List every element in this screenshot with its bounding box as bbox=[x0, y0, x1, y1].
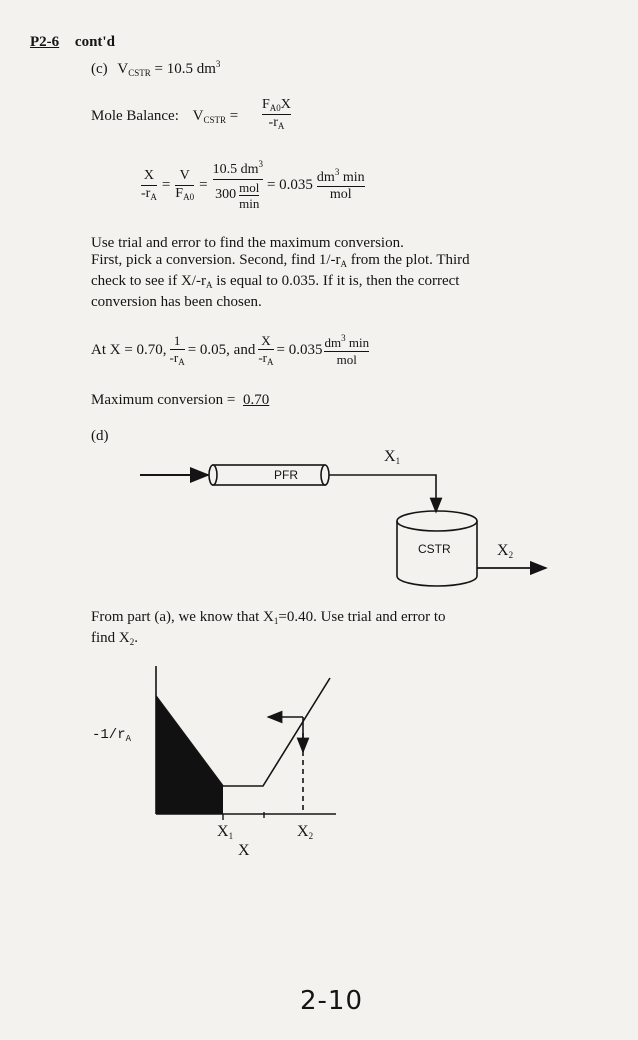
plot-x1-tick-label: $X_1$ bbox=[217, 823, 234, 841]
part-d-label: (d) bbox=[91, 428, 109, 444]
problem-number: P2-6 cont'd bbox=[30, 34, 115, 50]
given-volume: (c) $V_{CSTR} = 10.5$ $dm^3$ bbox=[91, 59, 221, 78]
plot-x-axis-label: X bbox=[238, 842, 250, 859]
pfr-shaded-area bbox=[156, 696, 223, 814]
plot-x2-tick-label: $X_2$ bbox=[297, 823, 314, 841]
mole-balance-label: Mole Balance: $V_{CSTR}$ = bbox=[91, 108, 239, 125]
mole-balance-fraction: $F_{A0}X$ $-r_A$ bbox=[262, 97, 291, 132]
stream-x2-label: $X_2$ bbox=[497, 542, 514, 560]
stream-x1-label: $X_1$ bbox=[384, 448, 401, 466]
page-number: 2-10 bbox=[300, 986, 364, 1016]
cstr-label: CSTR bbox=[418, 542, 451, 556]
instructions-paragraph: Use trial and error to find the maximum conversion. First, pick a conversion. Second, find $1/-r_A$ from the plot. Third check to see if $X/-r_A$ is equal to 0.035. If it is, then the correct conversion has been chosen. bbox=[91, 235, 470, 310]
pfr-label: PFR bbox=[274, 468, 298, 482]
plot-y-label: $-1/r_A$ bbox=[92, 727, 132, 744]
max-conversion: Maximum conversion = 0.70 bbox=[91, 392, 270, 408]
conversion-equation: $\frac{X}{-r_A}$ = $\frac{V}{F_{A0}}$ = 10.5 $dm^3$ 300 $\frac{\text{mol}}{\min}$ = 0.035 $\frac{dm^3 \min}{\text{mol}}$ bbox=[141, 159, 365, 212]
part-d-sentence: From part (a), we know that $X_1=0.40$. Use trial and error to find $X_2$. bbox=[91, 609, 446, 647]
evaluation-equation: At X = 0.70, $\frac{1}{-r_A}$ = 0.05, and $\frac{X}{-r_A}$ = 0.035 $\frac{dm^3 \min}{\text{mol}}$ bbox=[91, 333, 370, 368]
